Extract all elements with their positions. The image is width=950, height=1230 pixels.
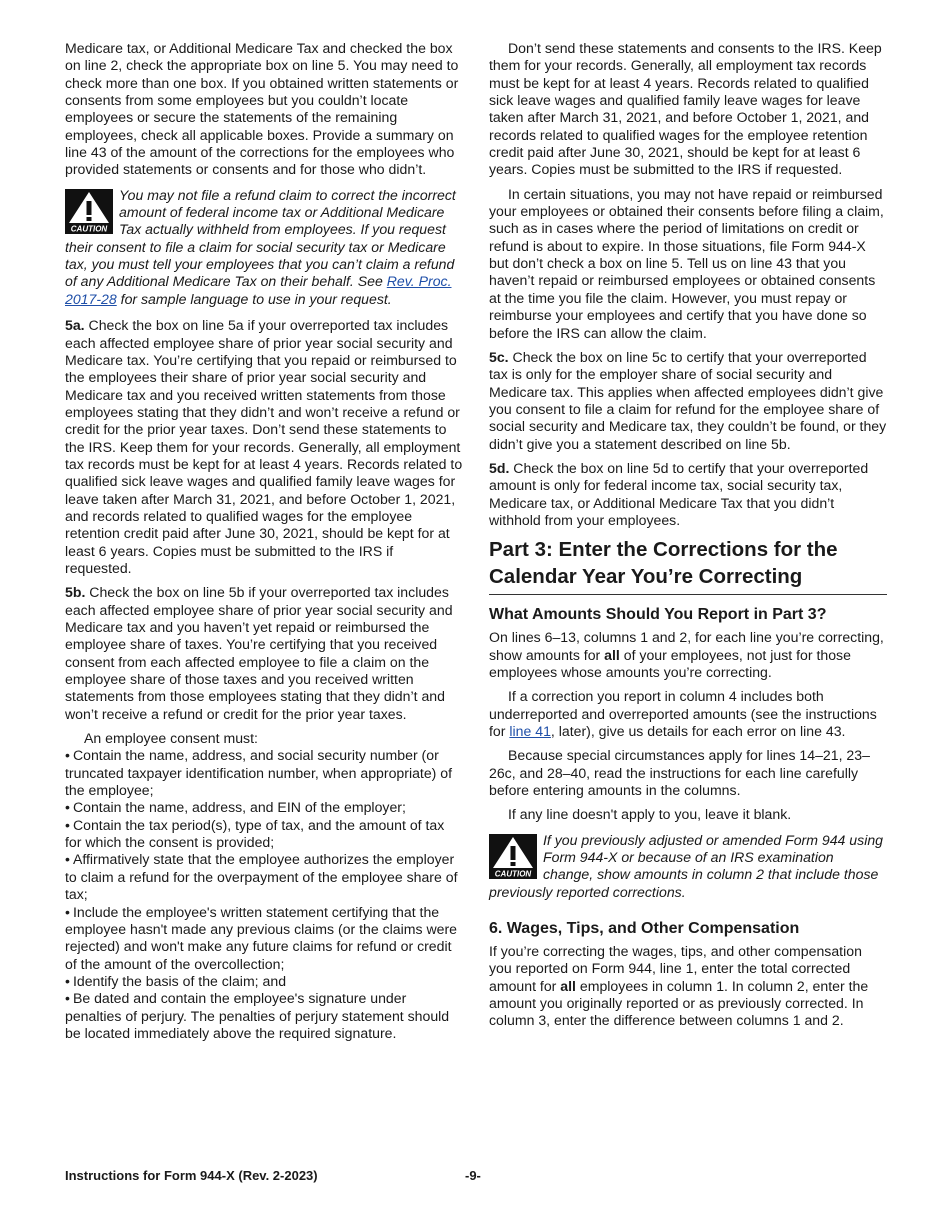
page-number: -9- [465, 1168, 481, 1183]
paragraph-5b: 5b. Check the box on line 5b if your overreported tax includes each affected employee share of prior year social security and Medicare tax and you haven’t yet repaid or reimbursed the employee share of taxes. You’re certifying that you received consent from each affected employee to file a claim on the employee share of those taxes and you received written statements from those employees stating that they didn’t and won’t receive a refund or credit for the prior year taxes. [65, 584, 453, 722]
list-item: • Affirmatively state that the employee authorizes the employer to claim a refund for the overpayment of the employee share of tax; [65, 851, 458, 903]
lead-5b: 5b. [65, 584, 86, 601]
list-item: • Contain the name, address, and social security number (or truncated taxpayer identification number, when appropriate) of the employee; [65, 747, 453, 799]
consent-list [65, 747, 463, 1042]
consent-intro: An employee consent must: [84, 730, 258, 747]
paragraph-5a: 5a. Check the box on line 5a if your overreported tax includes each affected employee share of prior year social security and Medicare tax. You’re certifying that you repaid or reimbursed to the employees their share of prior year social security and Medicare tax and you received written statements from those employees stating that they didn’t and won’t receive a refund or credit for the prior year taxes. Don’t send these statements to the IRS. Keep them for your records. Generally, all employment tax records must be kept for at least 4 years. Records related to qualified sick leave wages and qualified family leave wages for leave taken after March 31, 2021, and before October 1, 2021, and records related to qualified wages for the employee retention credit paid after June 30, 2021, should be kept for at least 6 years. Copies must be submitted to the IRS if requested. [65, 317, 463, 576]
caution-note-left [65, 187, 463, 308]
what-paragraph-1: On lines 6–13, columns 1 and 2, for each line you’re correcting, show amounts for all of your employees, not just for those employees whose amounts you’re correcting. [489, 629, 884, 680]
caution-text-end: for sample language to use in your request. [116, 290, 392, 307]
intro-paragraph: Medicare tax, or Additional Medicare Tax and checked the box on line 2, check the appropriate box on line 5. You may need to check more than one box. If you obtained written statements or consents from some employees but you couldn’t locate employees or secure the statements of the remaining employees, check all applicable boxes. Provide a summary on line 43 of the amount of the corrections for the employees who provided statements or consents and for those who didn’t. [65, 40, 459, 178]
right-column [489, 40, 887, 1037]
caution-icon [489, 834, 537, 879]
situations-paragraph: In certain situations, you may not have repaid or reimbursed your employees or obtained their consents before filing a claim, such as in cases where the period of limitations on credit or refund is about to expire. In those situations, file Form 944-X but don’t check a box on line 5. Tell us on line 43 that you haven’t repaid or reimbursed employees or obtained consents at the time you file the claim. However, you must repay or reimburse your employees and certify that you have done so before the IRS can allow the claim. [489, 185, 884, 341]
list-item: • Include the employee's written statement certifying that the employee hasn't made any previous claims (or the claims were rejected) and won't make any future claims for refund or credit of the amount of the overcollection; [65, 903, 458, 972]
paragraph-5d: 5d. Check the box on line 5d to certify that your overreported amount is only for federal income tax, social security tax, Medicare tax, or Additional Medicare Tax that you didn’t withhold from your employees. [489, 459, 869, 528]
lead-5c: 5c. [489, 348, 509, 365]
list-item: • Be dated and contain the employee's signature under penalties of perjury. The penalties of perjury statement should be located immediately above the required signature. [65, 990, 450, 1041]
list-item: • Contain the name, address, and EIN of the employer; [65, 799, 406, 816]
what-amounts-heading: What Amounts Should You Report in Part 3? [489, 606, 827, 624]
caution-text: You may not file a refund claim to correct the incorrect amount of federal income tax or Additional Medicare Tax actually withheld from employees. If you request their consent to file a claim for social security tax or Medicare tax, you must tell your employees that you can’t claim a refund of any Additional Medicare Tax on their behalf. See [65, 186, 456, 290]
part3-heading: Part 3: Enter the Corrections for the Calendar Year You’re Correcting [489, 536, 887, 595]
what-paragraph-4: If any line doesn't apply to you, leave it blank. [508, 806, 792, 823]
line-41-link[interactable]: line 41 [509, 723, 551, 739]
what-paragraph-2: If a correction you report in column 4 includes both underreported and overreported amounts (see the instructions for line 41, later), give us details for each error on line 43. [489, 688, 877, 739]
paragraph-5c: 5c. Check the box on line 5c to certify that your overreported tax is only for the employer share of social security and Medicare tax. This applies when affected employees didn’t give you consent to file a claim for refund for the employee share of social security and Medicare tax, they couldn’t be found, or they didn’t give you a statement described on line 5b. [489, 348, 887, 452]
footer-title: Instructions for Form 944-X (Rev. 2-2023) [65, 1168, 318, 1183]
what-paragraph-3: Because special circumstances apply for lines 14–21, 23–26c, and 28–40, read the instructions for each line carefully before entering amounts in the columns. [489, 747, 870, 799]
records-paragraph: Don’t send these statements and consents to the IRS. Keep them for your records. Generally, all employment tax records must be kept for at least 4 years. Records related to qualified sick leave wages and qualified family leave wages for leave taken after March 31, 2021, and before October 1, 2021, and records related to qualified wages for the employee retention credit paid after June 30, 2021, should be kept for at least 6 years. Copies must be submitted to the IRS if requested. [489, 40, 882, 178]
list-item: • Contain the tax period(s), type of tax, and the amount of tax for which the consent is provided; [65, 816, 445, 851]
caution-label: CAUTION [494, 869, 532, 879]
wages-paragraph: If you’re correcting the wages, tips, and other compensation you reported on Form 944, line 1, enter the total corrected amount for all employees in column 1. In column 2, enter the amount you originally reported or as previously corrected. In column 3, enter the difference between columns 1 and 2. [489, 943, 869, 1029]
rev-proc-link[interactable]: Rev. Proc. 2017-28 [65, 273, 452, 307]
lead-5a: 5a. [65, 317, 85, 334]
caution-note-right [489, 832, 887, 901]
left-column [65, 40, 463, 1042]
caution-icon [65, 189, 113, 234]
caution-text: If you previously adjusted or amended Form 944 using Form 944-X or because of an IRS examination change, show amounts in column 2 that include those previously reported corrections. [489, 831, 884, 900]
caution-label: CAUTION [70, 224, 108, 234]
wages-heading: 6. Wages, Tips, and Other Compensation [489, 920, 800, 938]
lead-5d: 5d. [489, 459, 510, 476]
list-item: • Identify the basis of the claim; and [65, 972, 287, 989]
